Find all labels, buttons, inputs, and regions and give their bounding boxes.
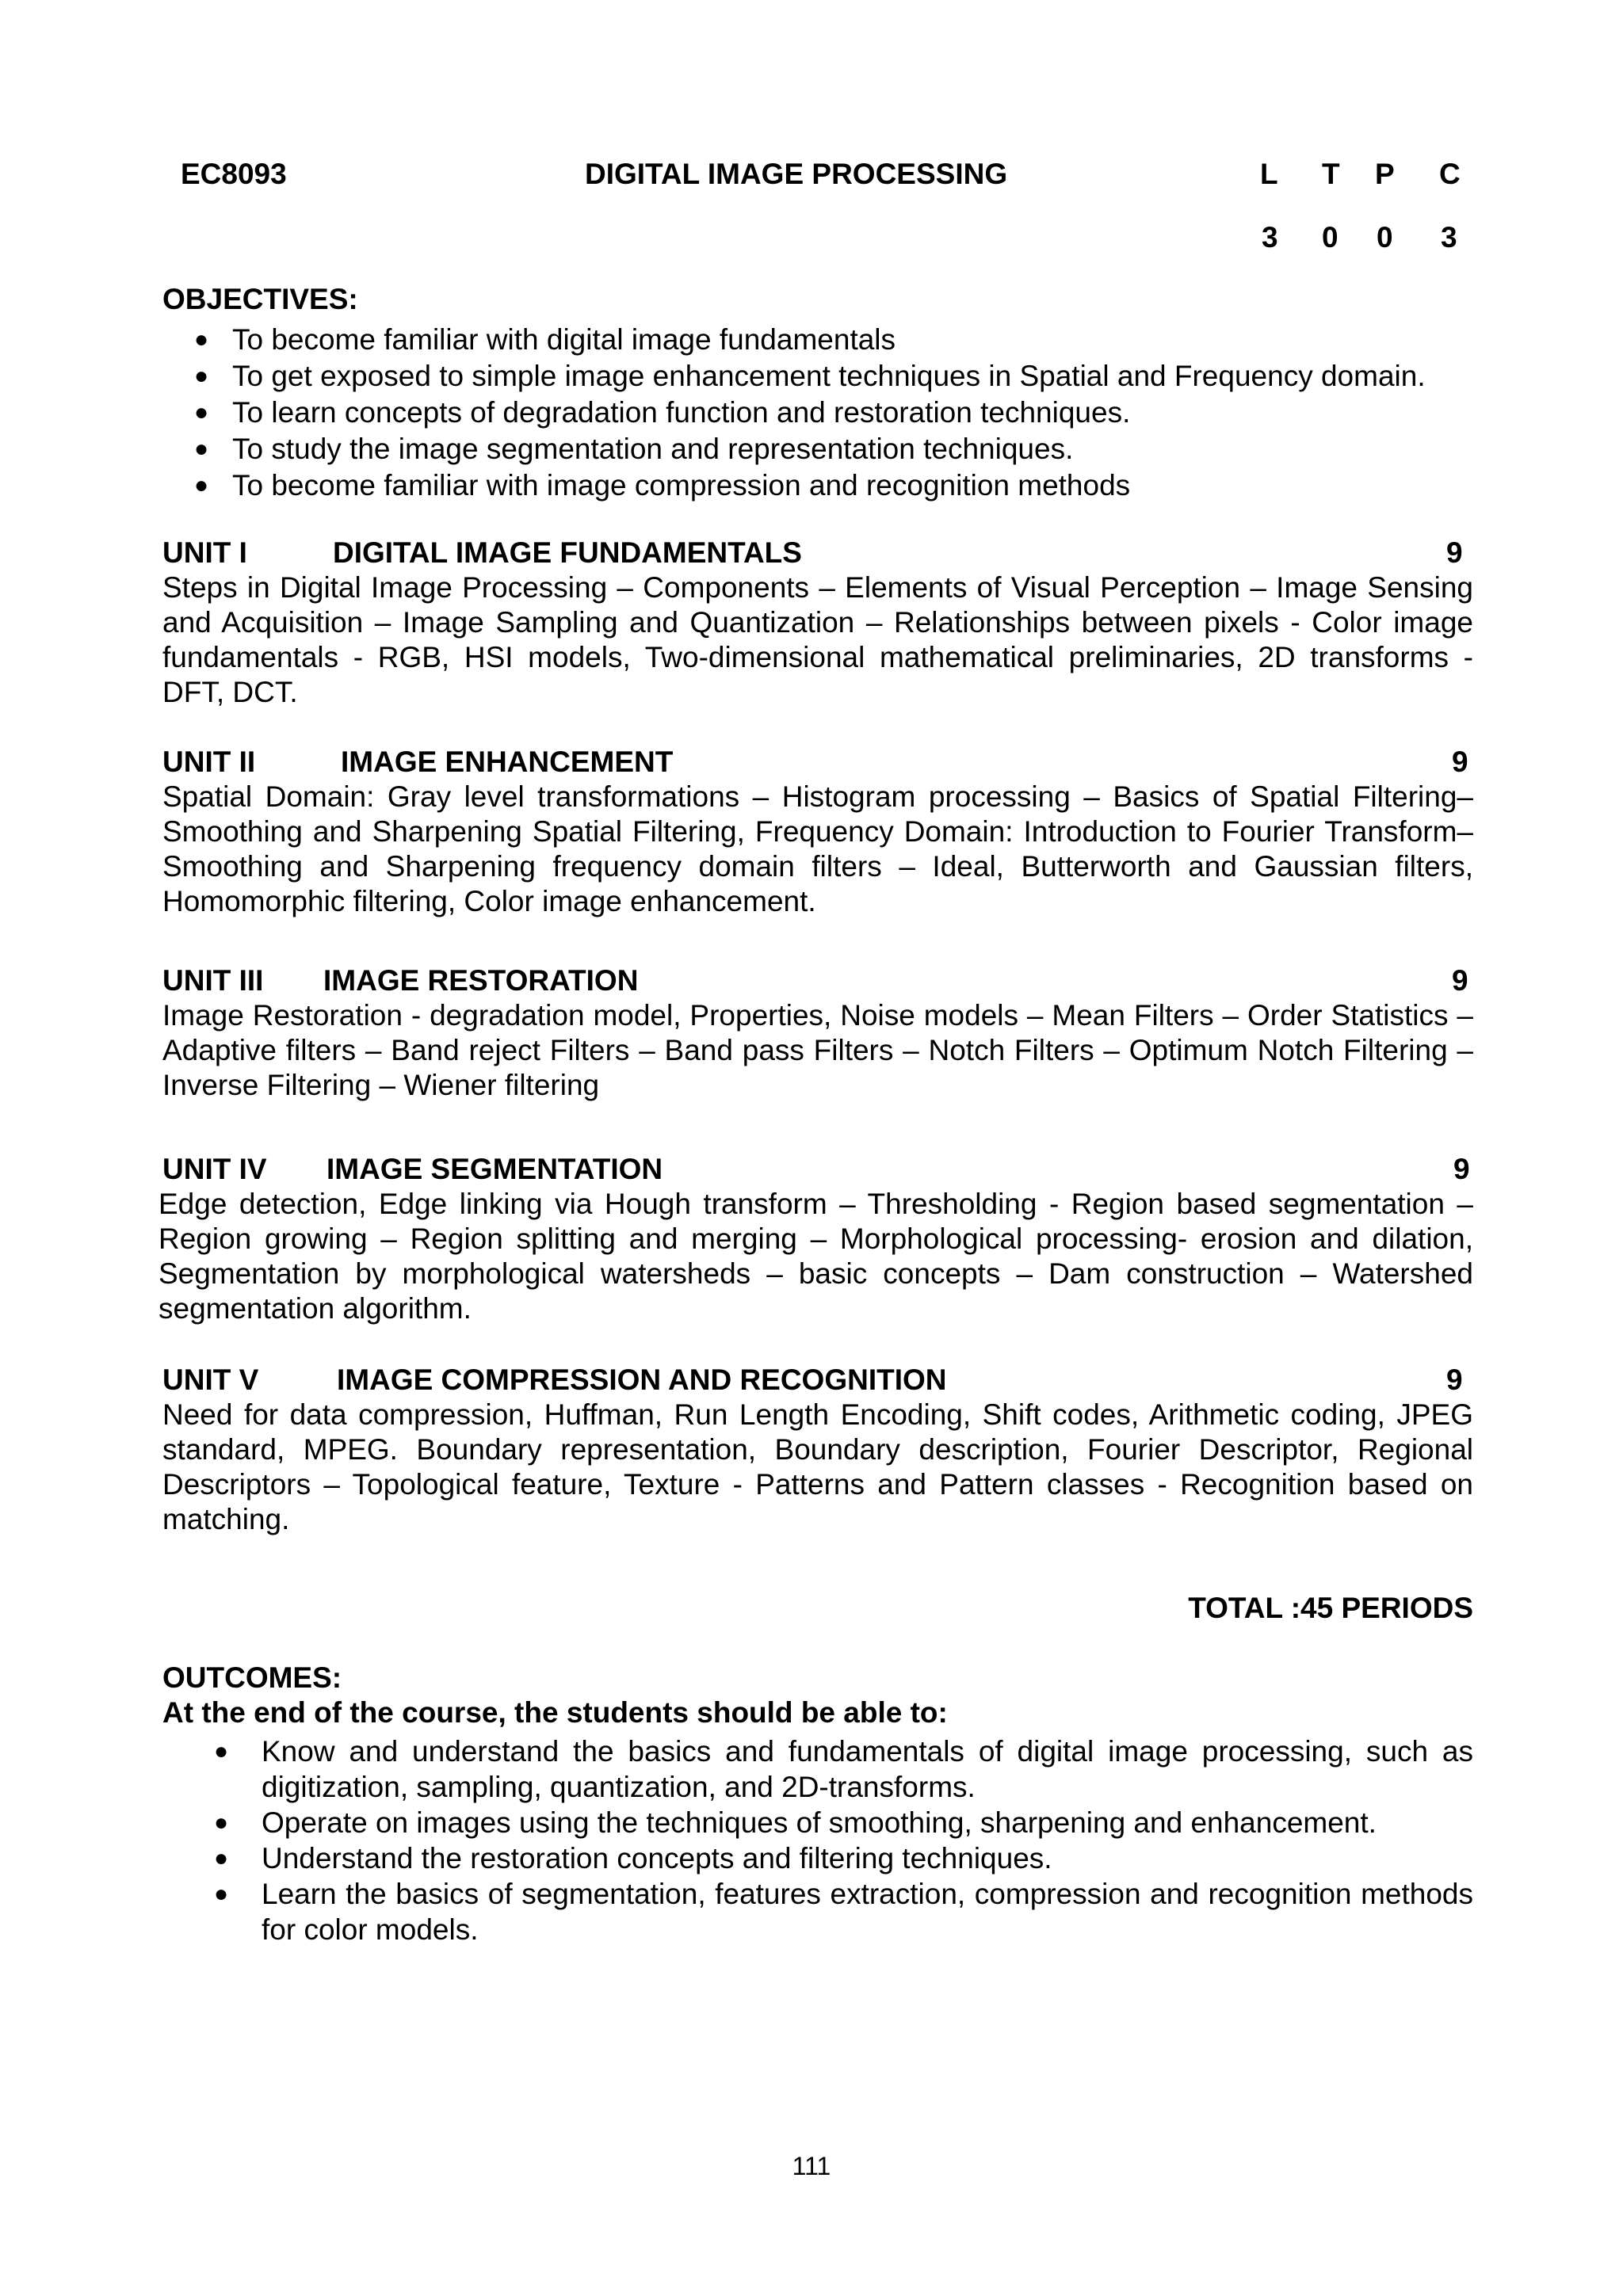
course-title: DIGITAL IMAGE PROCESSING (585, 158, 1008, 190)
unit-3-title: IMAGE RESTORATION (323, 964, 639, 997)
total-periods: TOTAL :45 PERIODS (1188, 1592, 1473, 1624)
bullet-icon: ● (194, 399, 209, 425)
bullet-icon: ● (214, 1738, 229, 1764)
outcome-item: ● Understand the restoration concepts and filtering techniques. (214, 1842, 1052, 1875)
unit-2-label: UNIT II (162, 746, 256, 778)
unit-5-body: Need for data compression, Huffman, Run Length Encoding, Shift codes, Arithmetic coding, JPEG standard, MPEG. Boundary representation, Boundary description, Fourier Descriptor, Regional Descriptors – Topological feature, Texture - Patterns and Pattern classes - Recognition based on matching. (162, 1398, 1473, 1535)
unit-2-body: Spatial Domain: Gray level transformations – Histogram processing – Basics of Spatial Filtering– Smoothing and Sharpening Spatial Filtering, Frequency Domain: Introduction to Fourier Transform– Smoothing and Sharpening frequency domain filters – Ideal, Butterworth and Gaussian filters, Homomorphic filtering, Color image enhancement. (162, 780, 1473, 917)
ltpc-value-p: 0 (1377, 221, 1393, 254)
ltpc-value-t: 0 (1322, 221, 1338, 254)
objective-item: ● To study the image segmentation and representation techniques. (194, 431, 1478, 467)
outcome-item: ● Learn the basics of segmentation, features extraction, compression and recognition methods for color models. (214, 1878, 1473, 1946)
bullet-icon: ● (194, 326, 209, 353)
bullet-icon: ● (214, 1845, 229, 1871)
unit-3-label: UNIT III (162, 964, 264, 997)
objective-item: ● To get exposed to simple image enhancement techniques in Spatial and Frequency domain. (194, 358, 1478, 395)
objectives-heading: OBJECTIVES: (162, 283, 358, 315)
unit-4-hours: 9 (1453, 1153, 1470, 1185)
bullet-icon: ● (194, 363, 209, 389)
ltpc-value-c: 3 (1441, 221, 1457, 254)
unit-5-title: IMAGE COMPRESSION AND RECOGNITION (337, 1363, 947, 1396)
unit-3-hours: 9 (1452, 964, 1468, 997)
outcomes-list (214, 1733, 1473, 1947)
outcome-item: ● Know and understand the basics and fundamentals of digital image processing, such as digitization, sampling, quantization, and 2D-transforms. (214, 1735, 1473, 1803)
unit-3-body: Image Restoration - degradation model, Properties, Noise models – Mean Filters – Order Statistics – Adaptive filters – Band reject Filters – Band pass Filters – Notch Filters – Optimum Notch Filtering – Inverse Filtering – Wiener filtering (162, 999, 1473, 1101)
course-code: EC8093 (181, 158, 287, 190)
objective-item: ● To learn concepts of degradation function and restoration techniques. (194, 395, 1478, 431)
unit-5-hours: 9 (1446, 1363, 1463, 1396)
objectives-list (194, 322, 1478, 504)
unit-5-label: UNIT V (162, 1363, 259, 1396)
unit-1-hours: 9 (1446, 536, 1463, 569)
bullet-icon: ● (194, 472, 209, 498)
outcomes-intro: At the end of the course, the students should be able to: (162, 1696, 948, 1729)
unit-2-title: IMAGE ENHANCEMENT (341, 746, 674, 778)
objective-item: ● To become familiar with image compression and recognition methods (194, 467, 1478, 504)
page-number: 111 (792, 2152, 831, 2180)
unit-1-body: Steps in Digital Image Processing – Components – Elements of Visual Perception – Image Sensing and Acquisition – Image Sampling and Quantization – Relationships between pixels - Color image fundamentals - RGB, HSI models, Two-dimensional mathematical preliminaries, 2D transforms - DFT, DCT. (162, 571, 1473, 708)
unit-1-label: UNIT I (162, 536, 247, 569)
unit-4-body: Edge detection, Edge linking via Hough transform – Thresholding - Region based segmentation – Region growing – Region splitting and merging – Morphological processing- erosion and dilation, Segmentation by morphological watersheds – basic concepts – Dam construction – Watershed segmentation algorithm. (158, 1188, 1473, 1325)
ltpc-value-l: 3 (1262, 221, 1278, 254)
ltpc-label-c: C (1439, 158, 1461, 190)
ltpc-label-p: P (1375, 158, 1395, 190)
objective-item: ● To become familiar with digital image fundamentals (194, 322, 1478, 358)
ltpc-label-l: L (1260, 158, 1278, 190)
bullet-icon: ● (214, 1881, 229, 1907)
unit-1-title: DIGITAL IMAGE FUNDAMENTALS (333, 536, 802, 569)
bullet-icon: ● (194, 436, 209, 462)
unit-2-hours: 9 (1452, 746, 1468, 778)
bullet-icon: ● (214, 1810, 229, 1836)
unit-4-title: IMAGE SEGMENTATION (327, 1153, 663, 1185)
outcomes-heading: OUTCOMES: (162, 1661, 342, 1694)
ltpc-label-t: T (1322, 158, 1340, 190)
unit-4-label: UNIT IV (162, 1153, 267, 1185)
outcome-item: ● Operate on images using the techniques of smoothing, sharpening and enhancement. (214, 1806, 1377, 1839)
